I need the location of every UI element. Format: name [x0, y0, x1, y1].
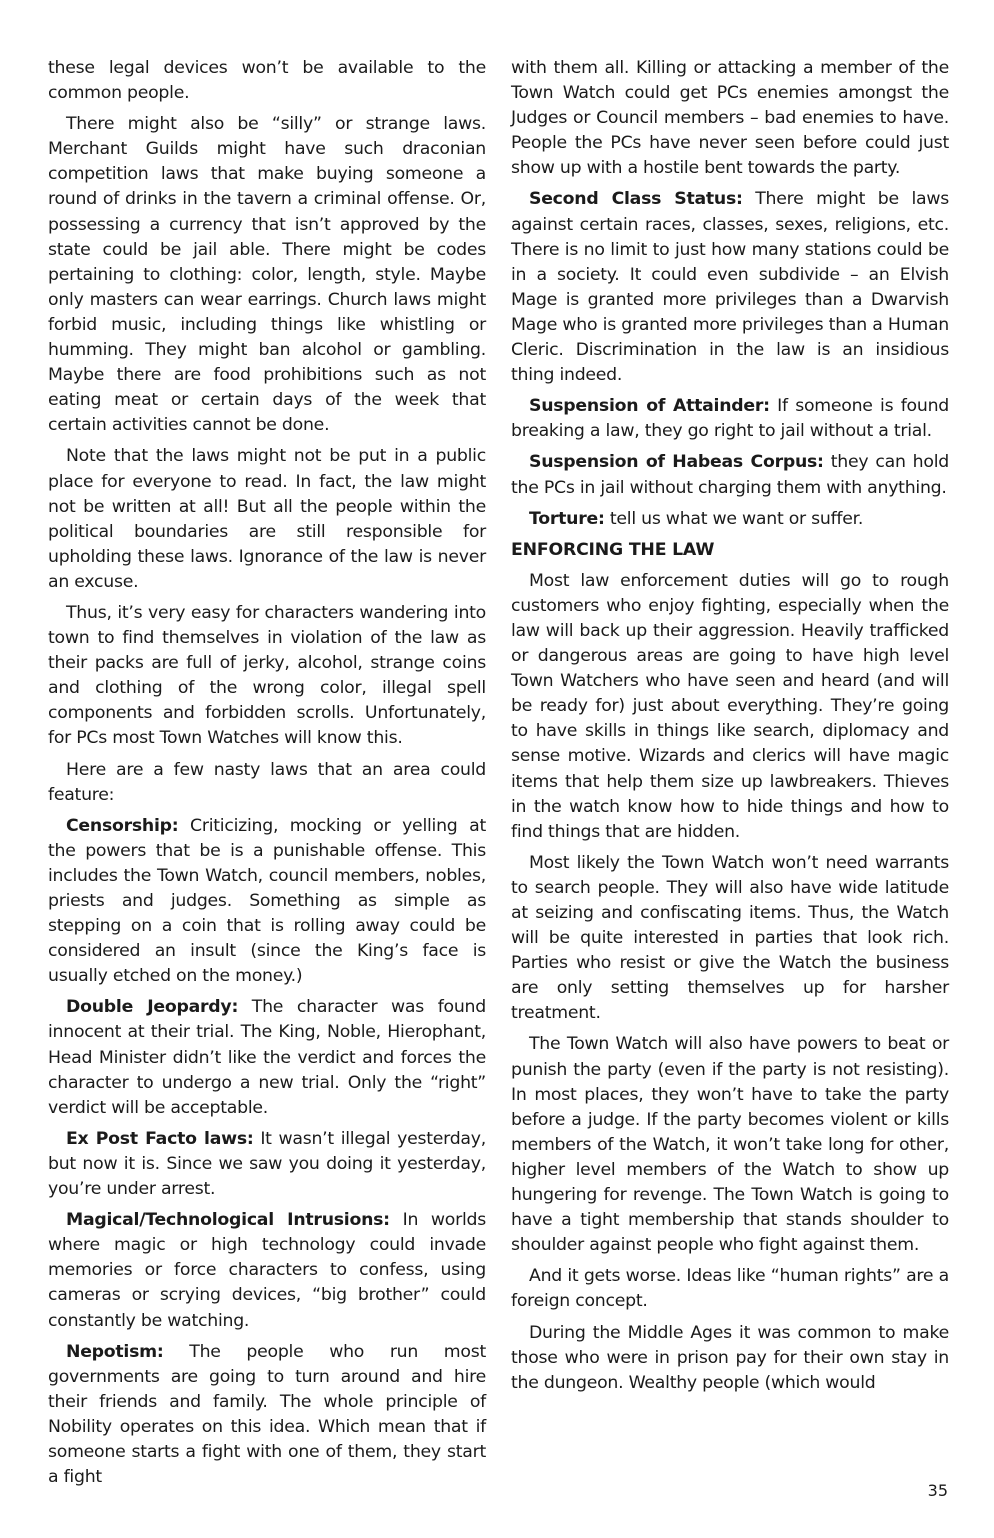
term-label: Magical/Technological Intrusions: — [66, 1210, 390, 1231]
section-heading: ENFORCING THE LAW — [511, 539, 715, 560]
paragraph — [511, 450, 949, 500]
paragraph — [48, 1340, 486, 1491]
paragraph — [48, 601, 486, 752]
paragraph-text: The Town Watch will also have powers to beat or punish the party (even if the party is not resisting). In most places, they won’t have to take the party before a judge. If the party becomes violent or kills members of the Watch, it won’t take long for other, higher level members of the Watch to show up hungering for revenge. The Town Watch is going to have a tight membership that stands shoulder to shoulder against people who fight against them. — [511, 1034, 949, 1256]
paragraph — [511, 394, 949, 444]
paragraph-text: these legal devices won’t be available to the common people. — [48, 58, 486, 104]
paragraph — [48, 444, 486, 595]
paragraph-text: It wasn’t illegal yesterday, but now it is. Since we saw you doing it yesterday, you’re under arrest. — [48, 1128, 486, 1200]
paragraph-text: If someone is found breaking a law, they go right to jail without a trial. — [511, 396, 949, 442]
term-label: Suspension of Attainder: — [529, 396, 770, 417]
paragraph-text: During the Middle Ages it was common to make those who were in prison pay for their own stay in the dungeon. Wealthy people (which would — [511, 1322, 949, 1393]
paragraph — [511, 569, 949, 845]
left-column — [48, 56, 486, 1496]
paragraph — [48, 56, 486, 106]
paragraph — [511, 1032, 949, 1258]
paragraph-text: with them all. Killing or attacking a member of the Town Watch could get PCs enemies amongst the Judges or Council members – bad enemies to have. People the PCs have never seen before could just show up with a hostile bent towards the party. — [511, 58, 949, 179]
paragraph-text: Thus, it’s very easy for characters wandering into town to find themselves in violation of the law as their packs are full of jerky, alcohol, strange coins and clothing of the wrong color, illegal spell components and forbidden scrolls. Unfortunately, for PCs most Town Watches will know this. — [48, 602, 486, 749]
paragraph — [48, 1127, 486, 1202]
paragraph-text: they can hold the PCs in jail without charging them with anything. — [511, 452, 949, 498]
paragraph — [511, 56, 949, 181]
right-column — [511, 56, 949, 1402]
term-label: Suspension of Habeas Corpus: — [529, 452, 824, 473]
paragraph — [48, 1208, 486, 1333]
paragraph — [511, 1264, 949, 1314]
paragraph-text: Note that the laws might not be put in a public place for everyone to read. In fact, the law might not be written at all! But all the people within the political boundaries are still responsible for upholding these laws. Ignorance of the law is never an excuse. — [48, 446, 486, 592]
paragraph-text: The people who run most governments are going to turn around and hire their friends and family. The whole principle of Nobility operates on this idea. Which mean that if someone starts a fight with one of them, they start a fight — [48, 1341, 486, 1488]
term-label: Second Class Status: — [529, 189, 743, 210]
paragraph — [48, 112, 486, 438]
paragraph-text: And it gets worse. Ideas like “human rights” are a foreign concept. — [511, 1266, 949, 1312]
term-label: Torture: — [529, 508, 605, 529]
paragraph-text: There might be laws against certain races, classes, sexes, religions, etc. There is no limit to just how many stations could be in a society. It could even subdivide – an Elvish Mage is granted more privileges than a Dwarvish Mage who is granted more privileges than a Human Cleric. Discrimination in the law is an insidious thing indeed. — [511, 189, 949, 386]
paragraph — [48, 758, 486, 808]
paragraph — [511, 507, 949, 532]
paragraph — [511, 187, 949, 388]
paragraph — [511, 851, 949, 1027]
paragraph-text: The character was found innocent at their trial. The King, Noble, Hierophant, Head Minister didn’t like the verdict and forces the character to undergo a new trial. Only the “right” verdict will be acceptable. — [48, 997, 486, 1118]
paragraph-text: tell us what we want or suffer. — [609, 508, 864, 529]
paragraph — [511, 1321, 949, 1396]
paragraph-text: Here are a few nasty laws that an area could feature: — [48, 759, 486, 805]
paragraph-text: Most likely the Town Watch won’t need warrants to search people. They will also have wide latitude at seizing and confiscating items. Thus, the Watch will be quite interested in parties that look rich. Parties who resist or give the Watch the business are only setting themselves up for harsher treatment. — [511, 852, 949, 1024]
term-label: Double Jeopardy: — [66, 997, 239, 1018]
paragraph-text: There might also be “silly” or strange laws. Merchant Guilds might have such draconian competition laws that make buying someone a round of drinks in the tavern a criminal offense. Or, possessing a currency that isn’t approved by the state could be jail able. There might be codes pertaining to clothing: color, length, style. Maybe only masters can wear earrings. Church laws might forbid music, including things like whistling or humming. They might ban alcohol or gambling. Maybe there are food prohibitions such as not eating meat or certain days of the week that certain activities cannot be done. — [48, 114, 486, 436]
paragraph — [48, 995, 486, 1120]
paragraph-text: Most law enforcement duties will go to rough customers who enjoy fighting, especially when the law will back up their aggression. Heavily trafficked or dangerous areas are going to have high level Town Watchers who have seen and heard (and will be ready for) just about everything. They’re going to have skills in things like search, diplomacy and sense motive. Wizards and clerics will have magic items that help them size up lawbreakers. Thieves in the watch know how to hide things and how to find things that are hidden. — [511, 570, 949, 842]
page-number: 35 — [927, 1481, 948, 1500]
term-label: Censorship: — [66, 815, 179, 836]
paragraph-text: In worlds where magic or high technology could invade memories or force characters to confess, using cameras or scrying devices, “big brother” could constantly be watching. — [48, 1210, 486, 1331]
term-label: Ex Post Facto laws: — [66, 1128, 254, 1149]
paragraph — [48, 814, 486, 990]
paragraph-text: Criticizing, mocking or yelling at the powers that be is a punishable offense. This includes the Town Watch, council members, nobles, priests and judges. Something as simple as stepping on a coin that is rolling away could be considered an insult (since the King’s face is usually etched on the money.) — [48, 815, 486, 987]
term-label: Nepotism: — [66, 1341, 164, 1362]
